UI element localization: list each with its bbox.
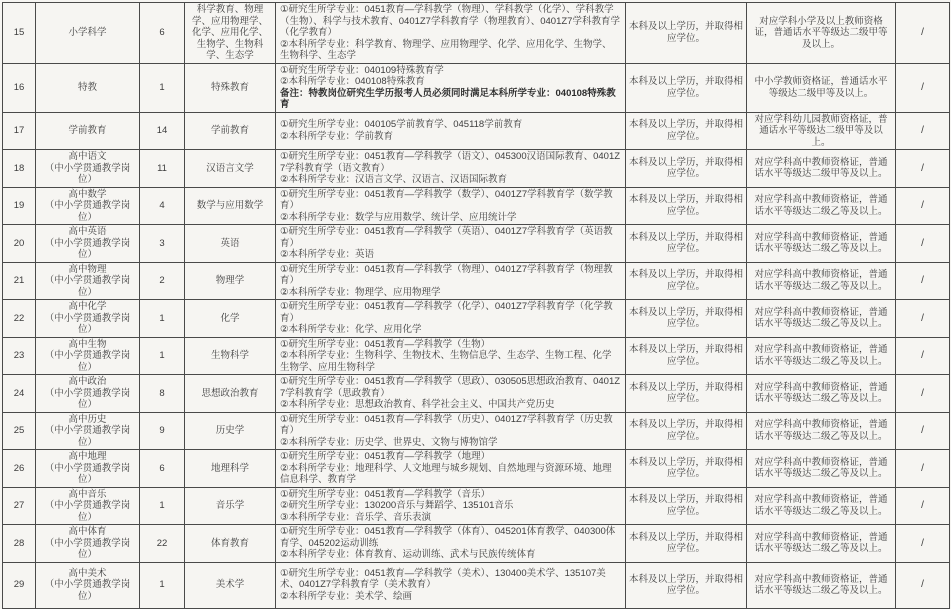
requirement-line: ②本科所学专业：美术学、绘画 (280, 590, 413, 602)
count-cell: 9 (140, 412, 185, 450)
table-row (3, 300, 950, 338)
requirement-line: ②本科所学专业：数学与应用数学、统计学、应用统计学 (280, 211, 517, 223)
major-cell: 特殊教育 (185, 63, 276, 112)
requirement-line: ②本科所学专业：英语 (280, 249, 375, 260)
position-name: 高中体育 (68, 526, 107, 537)
other-cell: / (896, 112, 950, 150)
requirements-cell (276, 63, 626, 112)
row-number-cell: 21 (3, 262, 36, 300)
count-cell: 6 (140, 450, 185, 488)
requirement-line: ①研究生所学专业：0451教育—学科教学（英语）、0401Z7学科教育学（英语教育） (280, 226, 613, 249)
table-row (3, 63, 950, 112)
position-cell (36, 525, 140, 563)
position-subtitle: （中小学贯通教学岗位） (44, 387, 131, 410)
education-cell: 本科及以上学历，并取得相应学位。 (626, 300, 747, 338)
requirements-cell (276, 150, 626, 188)
position-name: 学前教育 (68, 125, 107, 136)
table-row (3, 225, 950, 263)
row-number-cell: 22 (3, 300, 36, 338)
row-number-cell: 23 (3, 337, 36, 375)
row-number-cell: 19 (3, 187, 36, 225)
requirements-cell (276, 525, 626, 563)
position-subtitle: （中小学贯通教学岗位） (44, 500, 131, 523)
position-cell (36, 262, 140, 300)
position-cell (36, 487, 140, 525)
table-row (3, 3, 950, 64)
certificate-cell: 对应学科高中教师资格证，普通话水平等级达二级乙等及以上。 (747, 562, 896, 608)
position-cell (36, 300, 140, 338)
requirement-line: ①研究生所学专业：0451教育—学科教学（音乐） (280, 488, 491, 500)
requirement-line: ②本科所学专业：科学教育、物理学、应用物理学、化学、应用化学、生物学、生物科学、生态学 (280, 38, 612, 61)
other-cell: / (896, 487, 950, 525)
requirement-line: ②本科所学专业：思想政治教育、科学社会主义、中国共产党历史 (280, 399, 555, 410)
other-cell: / (896, 412, 950, 450)
requirement-note: 备注：特教岗位研究生学历报考人员必须同时满足本科所学专业：040108特殊教育 (280, 87, 616, 110)
position-name: 高中英语 (68, 226, 107, 237)
requirements-cell (276, 450, 626, 488)
row-number-cell: 27 (3, 487, 36, 525)
certificate-cell: 对应学科高中教师资格证，普通话水平等级达二级乙等及以上。 (747, 525, 896, 563)
requirement-line: ②本科所学专业：040108特殊教育 (280, 76, 425, 87)
education-cell: 本科及以上学历，并取得相应学位。 (626, 150, 747, 188)
job-positions-table (2, 2, 950, 609)
education-cell: 本科及以上学历，并取得相应学位。 (626, 225, 747, 263)
position-cell (36, 450, 140, 488)
major-cell: 化学 (185, 300, 276, 338)
major-cell: 生物科学 (185, 337, 276, 375)
position-name: 高中政治 (68, 376, 107, 387)
count-cell: 1 (140, 63, 185, 112)
position-subtitle: （中小学贯通教学岗位） (44, 312, 131, 335)
position-subtitle: （中小学贯通教学岗位） (44, 579, 131, 602)
requirement-line: ②本科所学专业：物理学、应用物理学 (280, 286, 441, 298)
certificate-cell: 对应学科高中教师资格证，普通话水平等级达二级乙等及以上。 (747, 300, 896, 338)
major-cell: 数学与应用数学 (185, 187, 276, 225)
education-cell: 本科及以上学历，并取得相应学位。 (626, 337, 747, 375)
table-row (3, 337, 950, 375)
education-cell: 本科及以上学历，并取得相应学位。 (626, 3, 747, 64)
major-cell: 体育教育 (185, 525, 276, 563)
count-cell: 1 (140, 337, 185, 375)
other-cell: / (896, 225, 950, 263)
count-cell: 6 (140, 3, 185, 64)
education-cell: 本科及以上学历，并取得相应学位。 (626, 525, 747, 563)
position-subtitle: （中小学贯通教学岗位） (44, 162, 131, 185)
position-subtitle: （中小学贯通教学岗位） (44, 350, 131, 373)
count-cell: 1 (140, 300, 185, 338)
position-subtitle: （中小学贯通教学岗位） (44, 537, 131, 560)
count-cell: 11 (140, 150, 185, 188)
position-name: 高中美术 (68, 567, 107, 579)
count-cell: 8 (140, 375, 185, 413)
requirements-cell (276, 262, 626, 300)
recruitment-table-page (0, 2, 951, 602)
education-cell: 本科及以上学历，并取得相应学位。 (626, 412, 747, 450)
requirement-line: ②本科所学专业：学前教育 (280, 130, 394, 142)
position-subtitle: （中小学贯通教学岗位） (44, 425, 131, 448)
position-name: 高中历史 (68, 413, 107, 425)
other-cell: / (896, 3, 950, 64)
requirement-line: ①研究生所学专业：0451教育—学科教学（体育）、045201体育教学、040300体育学、045202运动训练 (280, 526, 616, 549)
position-subtitle: （中小学贯通教学岗位） (44, 200, 131, 223)
education-cell: 本科及以上学历，并取得相应学位。 (626, 375, 747, 413)
position-name: 高中语文 (68, 151, 107, 162)
certificate-cell: 中小学教师资格证，普通话水平等级达二级甲等及以上。 (747, 63, 896, 112)
table-row (3, 187, 950, 225)
position-name: 高中数学 (68, 188, 107, 200)
position-cell (36, 187, 140, 225)
requirement-line: ②研究生所学专业：130200音乐与舞蹈学、135101音乐 (280, 500, 514, 511)
row-number-cell: 24 (3, 375, 36, 413)
requirements-cell (276, 300, 626, 338)
certificate-cell: 对应学科幼儿园教师资格证，普通话水平等级达二级甲等及以上。 (747, 112, 896, 150)
certificate-cell: 对应学科高中教师资格证，普通话水平等级达二级乙等及以上。 (747, 187, 896, 225)
major-cell: 物理学 (185, 262, 276, 300)
education-cell: 本科及以上学历，并取得相应学位。 (626, 562, 747, 608)
table-row (3, 412, 950, 450)
row-number-cell: 29 (3, 562, 36, 608)
position-cell (36, 112, 140, 150)
position-cell (36, 562, 140, 608)
certificate-cell: 对应学科高中教师资格证，普通话水平等级达二级乙等及以上。 (747, 487, 896, 525)
position-name: 小学科学 (68, 27, 107, 38)
count-cell: 14 (140, 112, 185, 150)
other-cell: / (896, 525, 950, 563)
requirement-line: ①研究生所学专业：040109特殊教育学 (280, 64, 444, 76)
other-cell: / (896, 337, 950, 375)
other-cell: / (896, 63, 950, 112)
other-cell: / (896, 187, 950, 225)
position-subtitle: （中小学贯通教学岗位） (44, 462, 131, 485)
position-cell (36, 3, 140, 64)
requirement-line: ①研究生所学专业：0451教育—学科教学（物理）、0401Z7学科教育学（物理教育） (280, 263, 613, 286)
education-cell: 本科及以上学历，并取得相应学位。 (626, 112, 747, 150)
position-name: 特教 (77, 81, 97, 93)
table-row (3, 487, 950, 525)
row-number-cell: 20 (3, 225, 36, 263)
requirements-cell (276, 412, 626, 450)
other-cell: / (896, 300, 950, 338)
row-number-cell: 16 (3, 63, 36, 112)
position-name: 高中音乐 (68, 488, 107, 500)
major-cell: 美术学 (185, 562, 276, 608)
requirement-line: ①研究生所学专业：0451教育—学科教学（地理） (280, 451, 491, 462)
row-number-cell: 25 (3, 412, 36, 450)
row-number-cell: 26 (3, 450, 36, 488)
requirement-line: ②本科所学专业：化学、应用化学 (280, 324, 422, 335)
education-cell: 本科及以上学历，并取得相应学位。 (626, 262, 747, 300)
other-cell: / (896, 562, 950, 608)
position-name: 高中地理 (68, 451, 107, 462)
requirements-cell (276, 225, 626, 263)
count-cell: 22 (140, 525, 185, 563)
requirement-line: ①研究生所学专业：0451教育—学科教学（语文）、045300汉语国际教育、0401Z7学科教育学（语文教育） (280, 151, 621, 174)
row-number-cell: 17 (3, 112, 36, 150)
major-cell: 英语 (185, 225, 276, 263)
count-cell: 4 (140, 187, 185, 225)
requirement-line: ①研究生所学专业：0451教育—学科教学（数学）、0401Z7学科教育学（数学教育） (280, 188, 613, 211)
row-number-cell: 28 (3, 525, 36, 563)
count-cell: 2 (140, 262, 185, 300)
position-cell (36, 225, 140, 263)
position-cell (36, 337, 140, 375)
education-cell: 本科及以上学历，并取得相应学位。 (626, 450, 747, 488)
position-cell (36, 375, 140, 413)
requirement-line: ①研究生所学专业：0451教育—学科教学（物理）、学科教学（化学）、学科教学（生物）、科学与技术教育、0401Z7学科教育学（物理教育）、0401Z7学科教育学（化学教育） (280, 4, 620, 38)
position-name: 高中生物 (68, 338, 107, 350)
table-row (3, 112, 950, 150)
position-cell (36, 150, 140, 188)
position-cell (36, 63, 140, 112)
table-row (3, 375, 950, 413)
major-cell: 汉语言文学 (185, 150, 276, 188)
major-cell: 历史学 (185, 412, 276, 450)
certificate-cell: 对应学科高中教师资格证，普通话水平等级达二级甲等及以上。 (747, 150, 896, 188)
count-cell: 1 (140, 562, 185, 608)
certificate-cell: 对应学科高中教师资格证，普通话水平等级达二级乙等及以上。 (747, 450, 896, 488)
requirements-cell (276, 337, 626, 375)
certificate-cell: 对应学科小学及以上教师资格证，普通话水平等级达二级甲等及以上。 (747, 3, 896, 64)
requirements-cell (276, 187, 626, 225)
table-row (3, 562, 950, 608)
table-row (3, 150, 950, 188)
major-cell: 地理科学 (185, 450, 276, 488)
other-cell: / (896, 150, 950, 188)
major-cell: 学前教育 (185, 112, 276, 150)
education-cell: 本科及以上学历，并取得相应学位。 (626, 487, 747, 525)
certificate-cell: 对应学科高中教师资格证，普通话水平等级达二级乙等及以上。 (747, 337, 896, 375)
requirement-line: ②本科所学专业：生物科学、生物技术、生物信息学、生态学、生物工程、化学生物学、应用生物科学 (280, 350, 612, 373)
row-number-cell: 18 (3, 150, 36, 188)
certificate-cell: 对应学科高中教师资格证，普通话水平等级达二级乙等及以上。 (747, 262, 896, 300)
certificate-cell: 对应学科高中教师资格证，普通话水平等级达二级乙等及以上。 (747, 412, 896, 450)
other-cell: / (896, 262, 950, 300)
table-body (3, 3, 950, 609)
requirement-line: ①研究生所学专业：0451教育—学科教学（生物） (280, 338, 491, 350)
certificate-cell: 对应学科高中教师资格证，普通话水平等级达二级乙等及以上。 (747, 225, 896, 263)
education-cell: 本科及以上学历，并取得相应学位。 (626, 63, 747, 112)
education-cell: 本科及以上学历，并取得相应学位。 (626, 187, 747, 225)
requirement-line: ②本科所学专业：地理科学、人文地理与城乡规划、自然地理与资源环境、地理信息科学、教育学 (280, 462, 612, 485)
table-row (3, 262, 950, 300)
major-cell: 科学教育、物理学、应用物理学、化学、应用化学、生物学、生物科学、生态学 (185, 3, 276, 64)
row-number-cell: 15 (3, 3, 36, 64)
requirements-cell (276, 3, 626, 64)
major-cell: 音乐学 (185, 487, 276, 525)
requirements-cell (276, 562, 626, 608)
requirement-line: ①研究生所学专业：0451教育—学科教学（化学）、0401Z7学科教育学（化学教育） (280, 301, 613, 324)
requirements-cell (276, 487, 626, 525)
other-cell: / (896, 375, 950, 413)
requirement-line: ①研究生所学专业：0451教育—学科教学（思政）、030505思想政治教育、0401Z7学科教育学（思政教育） (280, 376, 621, 399)
requirements-cell (276, 112, 626, 150)
certificate-cell: 对应学科高中教师资格证，普通话水平等级达二级乙等及以上。 (747, 375, 896, 413)
requirement-line: ①研究生所学专业：040105学前教育学、045118学前教育 (280, 119, 523, 131)
requirement-line: ①研究生所学专业：0451教育—学科教学（历史）、0401Z7学科教育学（历史教育） (280, 413, 613, 436)
requirement-line: ③本科所学专业：音乐学、音乐表演 (280, 511, 432, 523)
table-row (3, 450, 950, 488)
count-cell: 1 (140, 487, 185, 525)
requirements-cell (276, 375, 626, 413)
requirement-line: ①研究生所学专业：0451教育—学科教学（美术）、130400美术学、135107美术、0401Z7学科教育学（美术教育） (280, 567, 606, 591)
position-name: 高中物理 (68, 263, 107, 275)
requirement-line: ②本科所学专业：体育教育、运动训练、武术与民族传统体育 (280, 549, 536, 560)
table-row (3, 525, 950, 563)
position-cell (36, 412, 140, 450)
other-cell: / (896, 450, 950, 488)
position-name: 高中化学 (68, 301, 107, 312)
count-cell: 3 (140, 225, 185, 263)
position-subtitle: （中小学贯通教学岗位） (44, 275, 131, 298)
position-subtitle: （中小学贯通教学岗位） (44, 237, 131, 260)
major-cell: 思想政治教育 (185, 375, 276, 413)
requirement-line: ②本科所学专业：历史学、世界史、文物与博物馆学 (280, 436, 498, 448)
requirement-line: ②本科所学专业：汉语言文学、汉语言、汉语国际教育 (280, 174, 508, 185)
